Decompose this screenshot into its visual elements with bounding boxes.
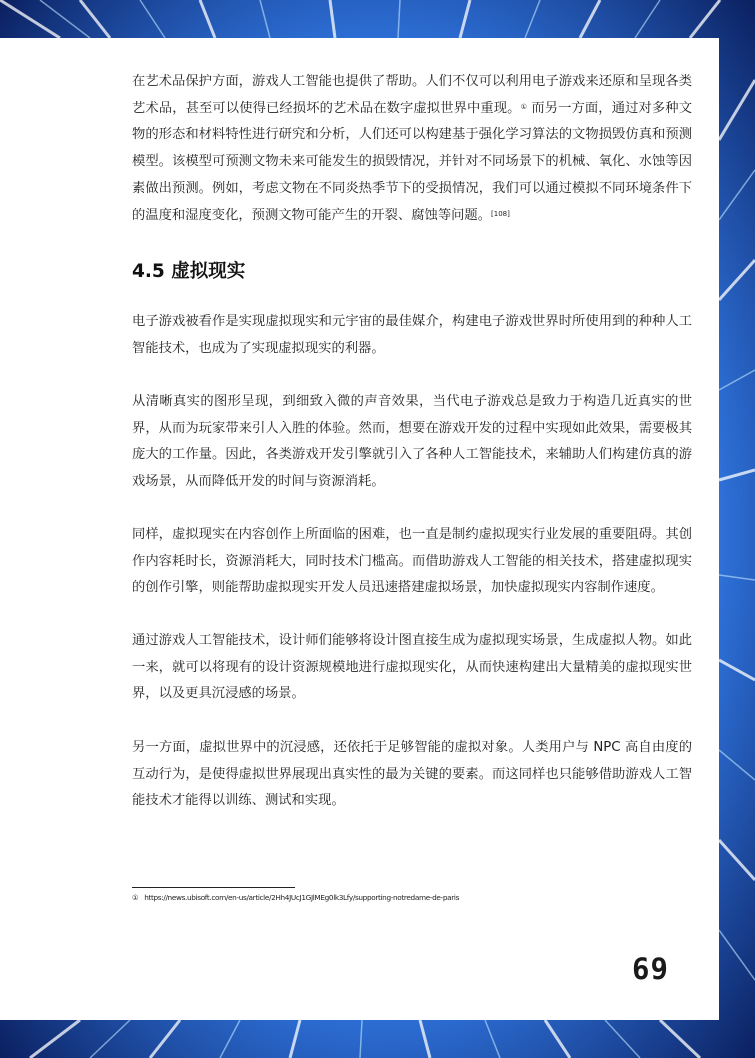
paragraph-text: 而另一方面，通过对多种文物的形态和材料特性进行研究和分析，人们还可以构建基于强化学习算法的文物损毁仿真和预测模型。该模型可预测文物未来可能发生的损毁情况，并针对不同场景下的机械、氧化、水蚀等因素做出预测。例如，考虑文物在不同炎热季节下的受损情况，我们可以通过模拟不同环境条件下的温度和湿度变化，预测文物可能产生的开裂、腐蚀等问题。 xyxy=(132,100,693,223)
section-number: 4.5 xyxy=(132,261,165,282)
footnote-divider xyxy=(132,887,295,888)
footnote-mark: ① xyxy=(132,893,139,902)
paragraph-design-to-vr: 通过游戏人工智能技术，设计师们能够将设计图直接生成为虚拟现实场景，生成虚拟人物。如此一来，就可以将现有的设计资源规模地进行虚拟现实化，从而快速构建出大量精美的虚拟现实世界，以及更具沉浸感的场景。 xyxy=(132,633,692,702)
footnote-link[interactable]: https://news.ubisoft.com/en-us/article/2Hh4JUcJ1GJlMEg0lk3Lfy/supporting-notredame-de-paris xyxy=(144,893,460,902)
paragraph-realistic-worlds: 从清晰真实的图形呈现，到细致入微的声音效果，当代电子游戏总是致力于构造几近真实的世界，从而为玩家带来引人入胜的体验。然而，想要在游戏开发的过程中实现如此效果，需要极其庞大的工作量。因此，各类游戏开发引擎就引入了各种人工智能技术，来辅助人们构建仿真的游戏场景，从而降低开发的时间与资源消耗。 xyxy=(132,394,692,490)
section-title: 虚拟现实 xyxy=(171,261,246,282)
footnote-reference[interactable]: ① xyxy=(520,102,527,111)
footnote xyxy=(132,893,459,902)
paragraph-vr-medium: 电子游戏被看作是实现虚拟现实和元宇宙的最佳媒介，构建电子游戏世界时所使用到的种种人工智能技术，也成为了实现虚拟现实的利器。 xyxy=(132,314,692,356)
section-heading xyxy=(132,257,245,283)
paragraph-text: 在艺术品保护方面，游戏人工智能也提供了帮助。人们不仅可以利用电子游戏来还原和呈现各类艺术品，甚至可以使得已经损坏的艺术品在数字虚拟世界中重现。 xyxy=(132,74,692,116)
paragraph-art-preservation xyxy=(132,69,692,229)
document-page xyxy=(0,38,719,1020)
paragraph-content-creation: 同样，虚拟现实在内容创作上所面临的困难，也一直是制约虚拟现实行业发展的重要阻碍。其创作内容耗时长，资源消耗大，同时技术门槛高。而借助游戏人工智能的相关技术，搭建虚拟现实的创作引擎，则能帮助虚拟现实开发人员迅速搭建虚拟场景，加快虚拟现实内容制作速度。 xyxy=(132,527,692,596)
page-number: 69 xyxy=(632,952,669,986)
paragraph-immersion: 另一方面，虚拟世界中的沉浸感，还依托于足够智能的虚拟对象。人类用户与 NPC 高自由度的互动行为，是使得虚拟世界展现出真实性的最为关键的要素。而这同样也只能够借助游戏人工智能技术才能得以训练、测试和实现。 xyxy=(132,740,692,809)
citation-reference[interactable]: [108] xyxy=(491,209,510,218)
